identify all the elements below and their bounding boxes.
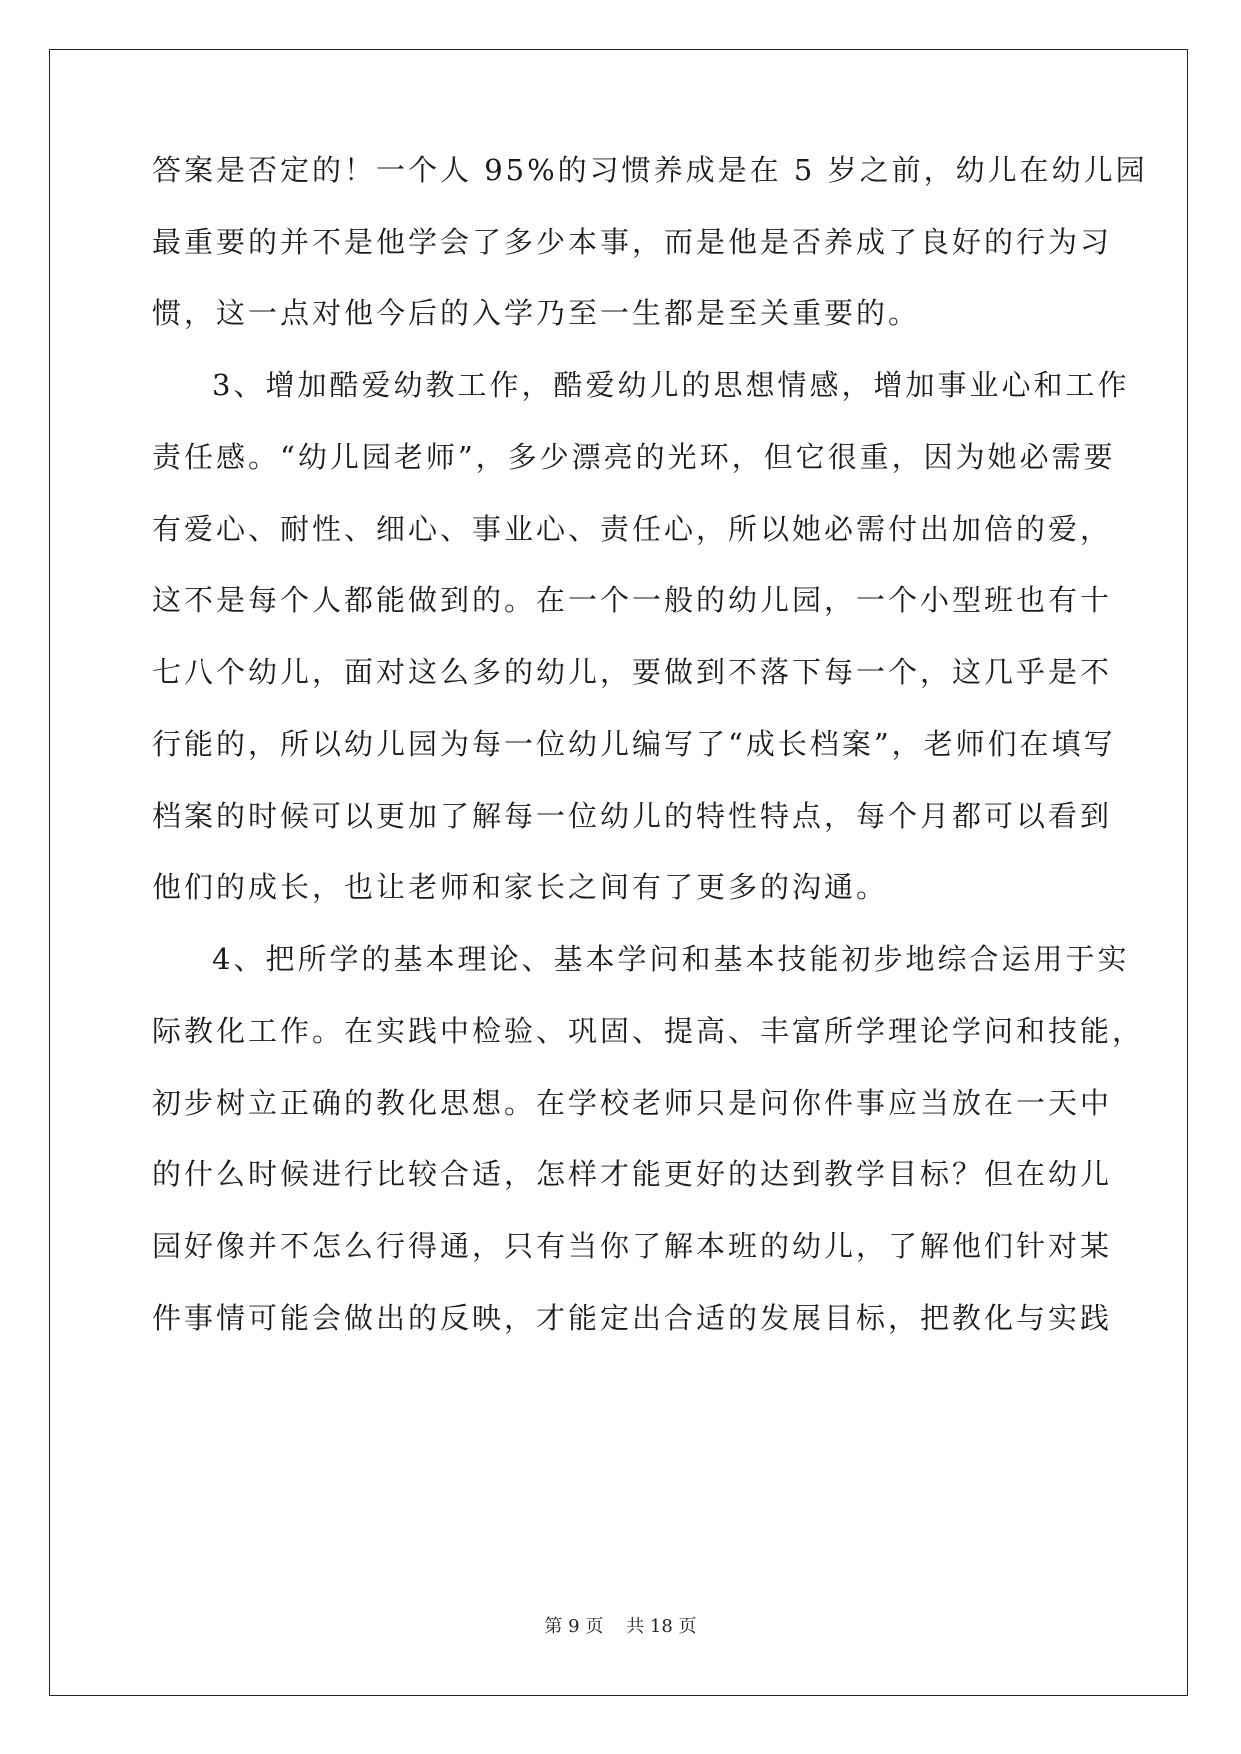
text-line: 七八个幼儿，面对这么多的幼儿，要做到不落下每一个，这几乎是不 bbox=[152, 655, 1113, 689]
text-line: 最重要的并不是他学会了多少本事，而是他是否养成了良好的行为习 bbox=[152, 225, 1113, 259]
page-footer bbox=[0, 1612, 1241, 1638]
text-line: 园好像并不怎么行得通，只有当你了解本班的幼儿，了解他们针对某 bbox=[152, 1229, 1113, 1263]
text-line: 有爱心、耐性、细心、事业心、责任心，所以她必需付出加倍的爱， bbox=[152, 512, 1113, 546]
text-line: 初步树立正确的教化思想。在学校老师只是问你件事应当放在一天中 bbox=[152, 1086, 1113, 1120]
page-number-label: 第 9 页 共 18 页 bbox=[544, 1616, 697, 1637]
text-line: 件事情可能会做出的反映，才能定出合适的发展目标，把教化与实践 bbox=[152, 1301, 1113, 1335]
text-line: 3、增加酷爱幼教工作，酷爱幼儿的思想情感，增加事业心和工作 bbox=[212, 368, 1130, 402]
text-line: 档案的时候可以更加了解每一位幼儿的特性特点，每个月都可以看到 bbox=[152, 799, 1113, 833]
text-line: 答案是否定的！一个人 95%的习惯养成是在 5 岁之前，幼儿在幼儿园 bbox=[152, 153, 1148, 187]
text-line: 这不是每个人都能做到的。在一个一般的幼儿园，一个小型班也有十 bbox=[152, 583, 1113, 617]
text-line: 4、把所学的基本理论、基本学问和基本技能初步地综合运用于实 bbox=[212, 942, 1130, 976]
text-line: 责任感。“幼儿园老师”，多少漂亮的光环，但它很重，因为她必需要 bbox=[152, 440, 1116, 474]
text-line: 行能的，所以幼儿园为每一位幼儿编写了“成长档案”，老师们在填写 bbox=[152, 727, 1116, 761]
text-line: 惯，这一点对他今后的入学乃至一生都是至关重要的。 bbox=[152, 296, 921, 330]
text-line: 际教化工作。在实践中检验、巩固、提高、丰富所学理论学问和技能， bbox=[152, 1014, 1145, 1048]
text-line: 他们的成长，也让老师和家长之间有了更多的沟通。 bbox=[152, 870, 889, 904]
text-line: 的什么时候进行比较合适，怎样才能更好的达到教学目标？但在幼儿 bbox=[152, 1157, 1113, 1191]
